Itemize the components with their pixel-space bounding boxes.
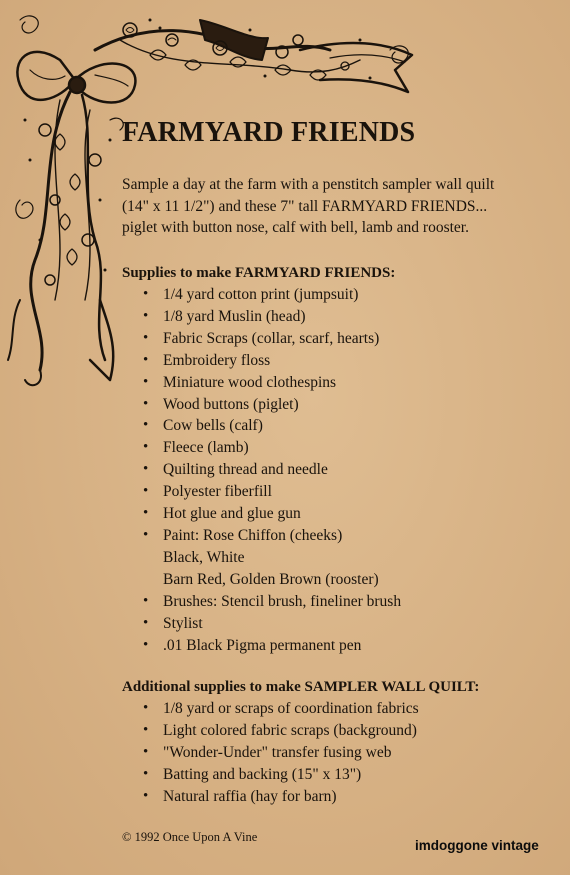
supplies-heading: Supplies to make FARMYARD FRIENDS: — [122, 265, 396, 281]
list-item — [140, 720, 419, 742]
bullet-dot-icon: • — [143, 636, 149, 653]
list-item — [140, 415, 401, 437]
list-item-text: Stylist — [163, 614, 203, 632]
bullet-dot-icon: • — [143, 373, 149, 390]
list-item — [140, 328, 401, 350]
list-item — [140, 547, 401, 569]
bullet-dot-icon: • — [143, 614, 149, 631]
page-title — [122, 116, 415, 150]
bullet-dot-icon: • — [143, 395, 149, 412]
bullet-dot-icon: • — [143, 743, 149, 760]
list-item-text: Cow bells (calf) — [163, 417, 263, 435]
list-item-text: Fleece (lamb) — [163, 439, 249, 457]
bullet-dot-icon: • — [143, 329, 149, 346]
list-item — [140, 372, 401, 394]
bullet-dot-icon: • — [143, 439, 149, 456]
list-item-text: 1/4 yard cotton print (jumpsuit) — [163, 286, 359, 303]
list-item-text: Natural raffia (hay for barn) — [163, 787, 337, 805]
quilt-supplies-list — [140, 698, 419, 808]
bullet-dot-icon: • — [143, 307, 149, 324]
list-item — [140, 613, 401, 635]
bullet-dot-icon: • — [143, 286, 149, 302]
bullet-dot-icon: • — [143, 483, 149, 500]
list-item — [140, 459, 401, 481]
list-item — [140, 350, 401, 372]
list-item — [140, 503, 401, 525]
list-item-text: .01 Black Pigma permanent pen — [163, 636, 362, 654]
bullet-dot-icon: • — [143, 417, 149, 434]
list-item-text: Embroidery floss — [163, 351, 271, 369]
list-item — [140, 569, 401, 591]
list-item-text: "Wonder-Under" transfer fusing web — [163, 743, 392, 761]
watermark-text: imdoggone vintage — [415, 838, 539, 853]
list-item — [140, 437, 401, 459]
list-item-text: Brushes: Stencil brush, fineliner brush — [163, 592, 402, 610]
list-item — [140, 284, 401, 306]
list-item — [140, 635, 401, 657]
list-item — [140, 481, 401, 503]
bullet-dot-icon: • — [143, 787, 149, 804]
list-item — [140, 306, 401, 328]
list-item-text: 1/8 yard Muslin (head) — [163, 307, 306, 325]
quilt-supplies-heading: Additional supplies to make SAMPLER WALL QUILT: — [122, 679, 480, 695]
list-item-text: Quilting thread and needle — [163, 461, 328, 479]
bullet-dot-icon: • — [143, 505, 149, 522]
list-item-text: Batting and backing (15" x 13") — [163, 765, 362, 783]
list-item — [140, 394, 401, 416]
bullet-dot-icon: • — [143, 700, 149, 716]
list-item — [140, 591, 401, 613]
list-item — [140, 742, 419, 764]
list-item-text: Paint: Rose Chiffon (cheeks) — [163, 526, 343, 544]
bullet-dot-icon: • — [143, 765, 149, 782]
copyright-notice: © 1992 Once Upon A Vine — [122, 830, 258, 844]
list-item — [140, 764, 419, 786]
list-item-text: Light colored fabric scraps (background) — [163, 721, 417, 739]
bullet-dot-icon: • — [143, 461, 149, 478]
list-item — [140, 525, 401, 547]
list-item — [140, 698, 419, 720]
bullet-dot-icon: • — [143, 592, 149, 609]
list-item-text: Black, White — [163, 548, 245, 566]
list-item-text: Hot glue and glue gun — [163, 505, 301, 523]
bullet-dot-icon: • — [143, 721, 149, 738]
list-item-text: Wood buttons (piglet) — [163, 395, 299, 413]
bullet-dot-icon: • — [143, 351, 149, 368]
list-item-text: Polyester fiberfill — [163, 483, 272, 501]
intro-paragraph: Sample a day at the farm with a penstitch sampler wall quilt (14" x 11 1/2") and these 7" tall FARMYARD FRIENDS... piglet with button nose, calf with bell, lamb and rooster. — [122, 176, 495, 236]
list-item-text: 1/8 yard or scraps of coordination fabrics — [163, 700, 419, 717]
title-text: FARMYARD FRIENDS — [122, 117, 416, 148]
list-item-text: Fabric Scraps (collar, scarf, hearts) — [163, 329, 380, 347]
supplies-list — [140, 284, 401, 656]
list-item-text: Miniature wood clothespins — [163, 373, 337, 391]
list-item-text: Barn Red, Golden Brown (rooster) — [163, 570, 379, 588]
list-item — [140, 786, 419, 808]
bullet-dot-icon: • — [143, 526, 149, 543]
